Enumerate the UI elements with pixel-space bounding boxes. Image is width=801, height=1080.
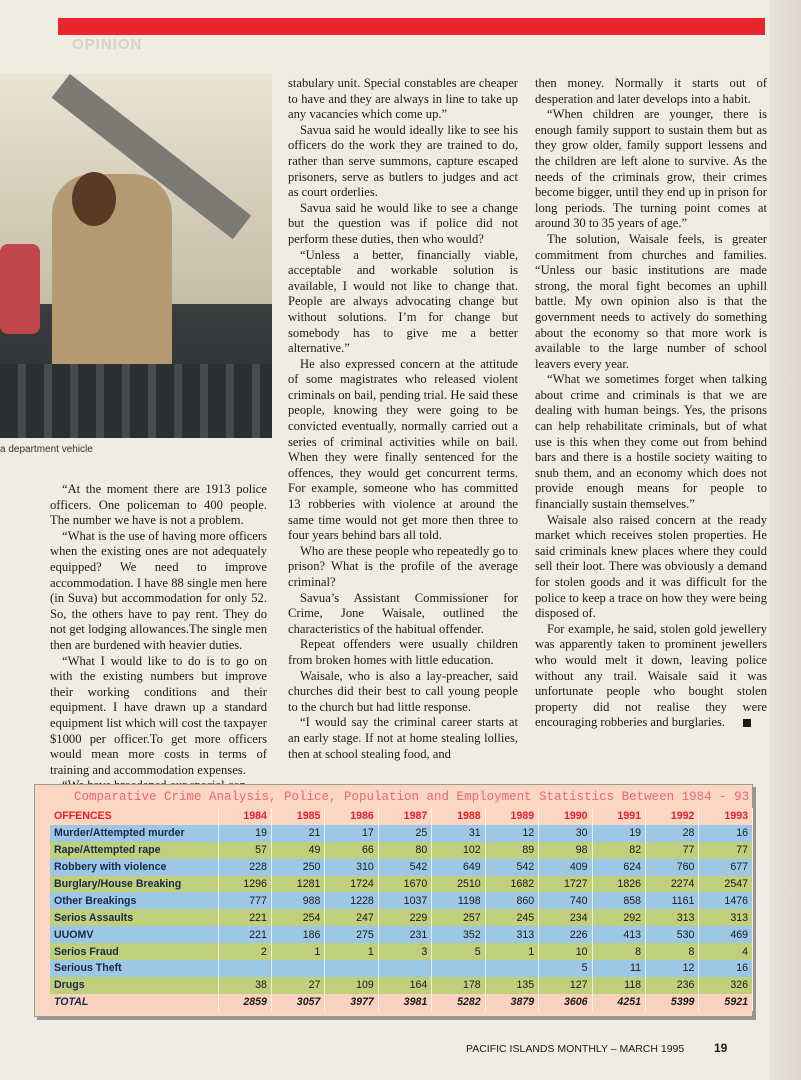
total-count: 4251 [592,994,645,1011]
offence-count: 624 [592,859,645,876]
offence-name: Serios Assaults [50,909,218,926]
offence-count: 988 [271,892,324,909]
offence-count: 229 [378,909,431,926]
offence-count: 226 [539,926,592,943]
total-count: 5921 [699,994,753,1011]
paragraph: Waisale also raised concern at the ready market which receives stolen properties. He said criminals knew places where they could sell their loot. There was obviously a demand for stolen goods and it was difficult for the police to keep a trace on how they were being disposed of. [535,512,767,621]
total-count: 5282 [432,994,485,1011]
table-row [50,943,753,960]
header-year: 1987 [378,808,431,825]
header-year: 1991 [592,808,645,825]
table-header-row [50,808,753,825]
offence-count: 228 [218,859,271,876]
paragraph: “What I would like to do is to go on with the existing numbers but improve their working conditions and their equipment. I have drawn up a standard equipment list which will cost the taxpayer $1000 per officer.To get more officers would mean more costs in terms of training and accommodation expenses. [50,653,267,777]
offence-count: 19 [592,825,645,842]
offence-name: Burglary/House Breaking [50,876,218,893]
offence-count: 275 [325,926,378,943]
offence-count [432,960,485,977]
vehicle-engine [0,364,272,438]
total-count: 5399 [646,994,699,1011]
offence-count: 221 [218,909,271,926]
paragraph: Savua said he would ideally like to see his officers do the work they are trained to do, rather than serve summons, capture escaped prisoners, serve as butlers to judges and act as court orderlies. [288,122,518,200]
offence-name: Other Breakings [50,892,218,909]
paragraph: “What we sometimes forget when talking about crime and criminals is that we are dealing with human beings. Yes, the prisons can help rehabilitate criminals, but of what use is this when they come out from behind bars and there is a hostile society waiting to snub them, and an economy which does not provide enough means for people to financially sustain themselves.” [535,372,767,512]
offence-count: 186 [271,926,324,943]
section-label: OPINION [72,36,143,53]
paragraph: “What is the use of having more officers when the existing ones are not adequately equipped? We need to improve accommodation. I have 88 single men here (in Suva) but accommodation for only 52. So, the others have to pay rent. They do not get lodging allowances.The single men then are burdened with heavier duties. [50,528,267,652]
offence-count: 27 [271,977,324,994]
paragraph: “I would say the criminal career starts at an early stage. If not at home stealing lollies, then at school stealing food, and [288,715,518,761]
magazine-footer: PACIFIC ISLANDS MONTHLY – MARCH 1995 [466,1043,685,1055]
offence-count: 740 [539,892,592,909]
offence-count: 28 [646,825,699,842]
offence-count: 3 [378,943,431,960]
offence-name: Robbery with violence [50,859,218,876]
offence-count: 5 [432,943,485,960]
total-count: 2859 [218,994,271,1011]
offence-name: Drugs [50,977,218,994]
offence-count: 5 [539,960,592,977]
offence-count: 102 [432,842,485,859]
offence-count: 118 [592,977,645,994]
offence-count: 12 [646,960,699,977]
total-count: 3879 [485,994,538,1011]
header-year: 1993 [699,808,753,825]
offence-count: 30 [539,825,592,842]
offence-count: 858 [592,892,645,909]
offence-count: 19 [218,825,271,842]
table-row [50,859,753,876]
adjacent-page-edge [770,0,801,1080]
offence-name: Murder/Attempted murder [50,825,218,842]
table-row [50,892,753,909]
offence-count: 231 [378,926,431,943]
offence-count: 409 [539,859,592,876]
paragraph: Savua’s Assistant Commissioner for Crime, Jone Waisale, outlined the characteristics of the habitual offender. [288,590,518,636]
offence-count: 1 [485,943,538,960]
offence-count: 1281 [271,876,324,893]
offence-count: 860 [485,892,538,909]
article-column-2 [288,76,518,762]
offence-count: 2274 [646,876,699,893]
offence-count: 1037 [378,892,431,909]
offence-name: Rape/Attempted rape [50,842,218,859]
paragraph: Waisale, who is also a lay-preacher, said churches did their best to call young people to the church but had little response. [288,668,518,714]
offence-count: 1161 [646,892,699,909]
offence-count: 82 [592,842,645,859]
offence-count: 77 [699,842,753,859]
offence-count: 49 [271,842,324,859]
offence-count: 178 [432,977,485,994]
offence-count: 17 [325,825,378,842]
offence-count: 677 [699,859,753,876]
article-column-1 [50,482,267,794]
offence-count: 649 [432,859,485,876]
offence-count: 8 [646,943,699,960]
offence-count: 221 [218,926,271,943]
offence-count: 1198 [432,892,485,909]
header-year: 1992 [646,808,699,825]
header-year: 1985 [271,808,324,825]
total-count: 3981 [378,994,431,1011]
paragraph: “Unless a better, financially viable, acceptable and workable solution is available, I would not like to change that. People are always advocating change but without solutions. I’m for change but somebody has to give me a better alternative.” [288,247,518,356]
header-year: 1988 [432,808,485,825]
offence-count: 57 [218,842,271,859]
paragraph: The solution, Waisale feels, is greater commitment from churches and families. “Unless our basic institutions are made strong, the moral fight becomes an uphill battle. My own opinion also is that the government needs to actively do something about the economy so that more work is available to the large number of school leavers every year. [535,231,767,371]
offence-count: 313 [485,926,538,943]
photo-caption: a department vehicle [0,444,93,455]
paragraph: “When children are younger, there is enough family support to sustain them but as they grow older, family support lessens and the children are left alone to survive. As the needs of the criminals grow, their crimes become bigger, until they end up in prison for long periods. The turning point comes at around 30 to 35 years of age.” [535,107,767,231]
offence-count: 25 [378,825,431,842]
offence-count: 292 [592,909,645,926]
officer-head [72,172,116,226]
offence-count: 98 [539,842,592,859]
paragraph: then money. Normally it starts out of desperation and later develops into a habit. [535,76,767,106]
paragraph: Who are these people who repeatedly go to prison? What is the profile of the average criminal? [288,543,518,589]
offence-count: 2 [218,943,271,960]
total-count: 3057 [271,994,324,1011]
offence-count: 164 [378,977,431,994]
offence-count: 89 [485,842,538,859]
paragraph [535,622,767,731]
table-row [50,825,753,842]
offence-count: 542 [485,859,538,876]
offence-count: 8 [592,943,645,960]
offence-count: 2510 [432,876,485,893]
offence-count: 80 [378,842,431,859]
offence-count [271,960,324,977]
header-year: 1989 [485,808,538,825]
photo-arm [0,244,40,334]
offence-count [378,960,431,977]
offence-count: 542 [378,859,431,876]
paragraph: He also expressed concern at the attitude of some magistrates who released violent criminals on bail, pending trial. He said these people, knowing they were going to be convicted eventually, normally carried out a series of criminal activities while on bail. When they were finally sentenced for the offences, they would get concurrent terms. For example, someone who has committed 13 robberies with violence at around the same time would not get more then three to four years behind bars all told. [288,356,518,543]
offence-count: 10 [539,943,592,960]
offence-count: 257 [432,909,485,926]
offence-count: 234 [539,909,592,926]
offence-count: 1670 [378,876,431,893]
article-column-3 [535,76,767,731]
offence-count [218,960,271,977]
offence-count: 760 [646,859,699,876]
offence-count: 236 [646,977,699,994]
header-year: 1986 [325,808,378,825]
article-photo [0,74,272,438]
offence-count: 245 [485,909,538,926]
paragraph: “At the moment there are 1913 police officers. One policeman to 400 people. The number we have is not a problem. [50,482,267,528]
table-total-row [50,994,753,1011]
offence-count: 530 [646,926,699,943]
offence-count: 38 [218,977,271,994]
offence-count: 66 [325,842,378,859]
offence-count: 127 [539,977,592,994]
offence-name: Serious Theft [50,960,218,977]
offence-count: 313 [646,909,699,926]
offence-count: 1727 [539,876,592,893]
end-of-article-mark [743,719,751,727]
crime-statistics-table [50,808,753,1011]
offence-count: 1682 [485,876,538,893]
offence-count: 31 [432,825,485,842]
offence-count: 469 [699,926,753,943]
offence-count: 254 [271,909,324,926]
paragraph: Repeat offenders were usually children from broken homes with little education. [288,637,518,667]
offence-count: 1228 [325,892,378,909]
header-year: 1990 [539,808,592,825]
page-number: 19 [714,1041,728,1055]
offence-count: 250 [271,859,324,876]
offence-count: 2547 [699,876,753,893]
table-row [50,842,753,859]
table-row [50,926,753,943]
offence-count: 1296 [218,876,271,893]
offence-count: 313 [699,909,753,926]
offence-count [325,960,378,977]
offence-count: 352 [432,926,485,943]
offence-count: 326 [699,977,753,994]
offence-count: 1476 [699,892,753,909]
header-year: 1984 [218,808,271,825]
table-row [50,876,753,893]
offence-count [485,960,538,977]
paragraph: stabulary unit. Special constables are cheaper to have and they are always in line to take up any vacancies which come up.” [288,76,518,122]
table-row [50,960,753,977]
paragraph-text: For example, he said, stolen gold jewellery was apparently taken to prominent jewellers who would melt it down, leaving police without any trail. Waisale said it was unfortunate people who bought stolen property did not realise they were encouraging robberies and burglaries. [535,621,767,730]
header-offences: OFFENCES [50,808,218,825]
table-row [50,977,753,994]
offence-count: 16 [699,825,753,842]
offence-count: 21 [271,825,324,842]
offence-count: 310 [325,859,378,876]
offence-count: 247 [325,909,378,926]
offence-count: 16 [699,960,753,977]
table-row [50,909,753,926]
offence-count: 777 [218,892,271,909]
offence-count: 4 [699,943,753,960]
offence-count: 109 [325,977,378,994]
offence-name: UUOMV [50,926,218,943]
total-count: 3606 [539,994,592,1011]
offence-count: 1 [271,943,324,960]
offence-count: 1 [325,943,378,960]
offence-count: 135 [485,977,538,994]
offence-count: 77 [646,842,699,859]
offence-count: 413 [592,926,645,943]
total-count: 3977 [325,994,378,1011]
header-red-bar [58,18,765,35]
offence-count: 1826 [592,876,645,893]
offence-count: 1724 [325,876,378,893]
total-label: TOTAL [50,994,218,1011]
offence-count: 11 [592,960,645,977]
offence-name: Serios Fraud [50,943,218,960]
table-title: Comparative Crime Analysis, Police, Population and Employment Statistics Between 1984 - 93 [74,790,750,804]
paragraph: Savua said he would like to see a change but the question was if police did not perform these duties, then who would? [288,200,518,246]
offence-count: 12 [485,825,538,842]
